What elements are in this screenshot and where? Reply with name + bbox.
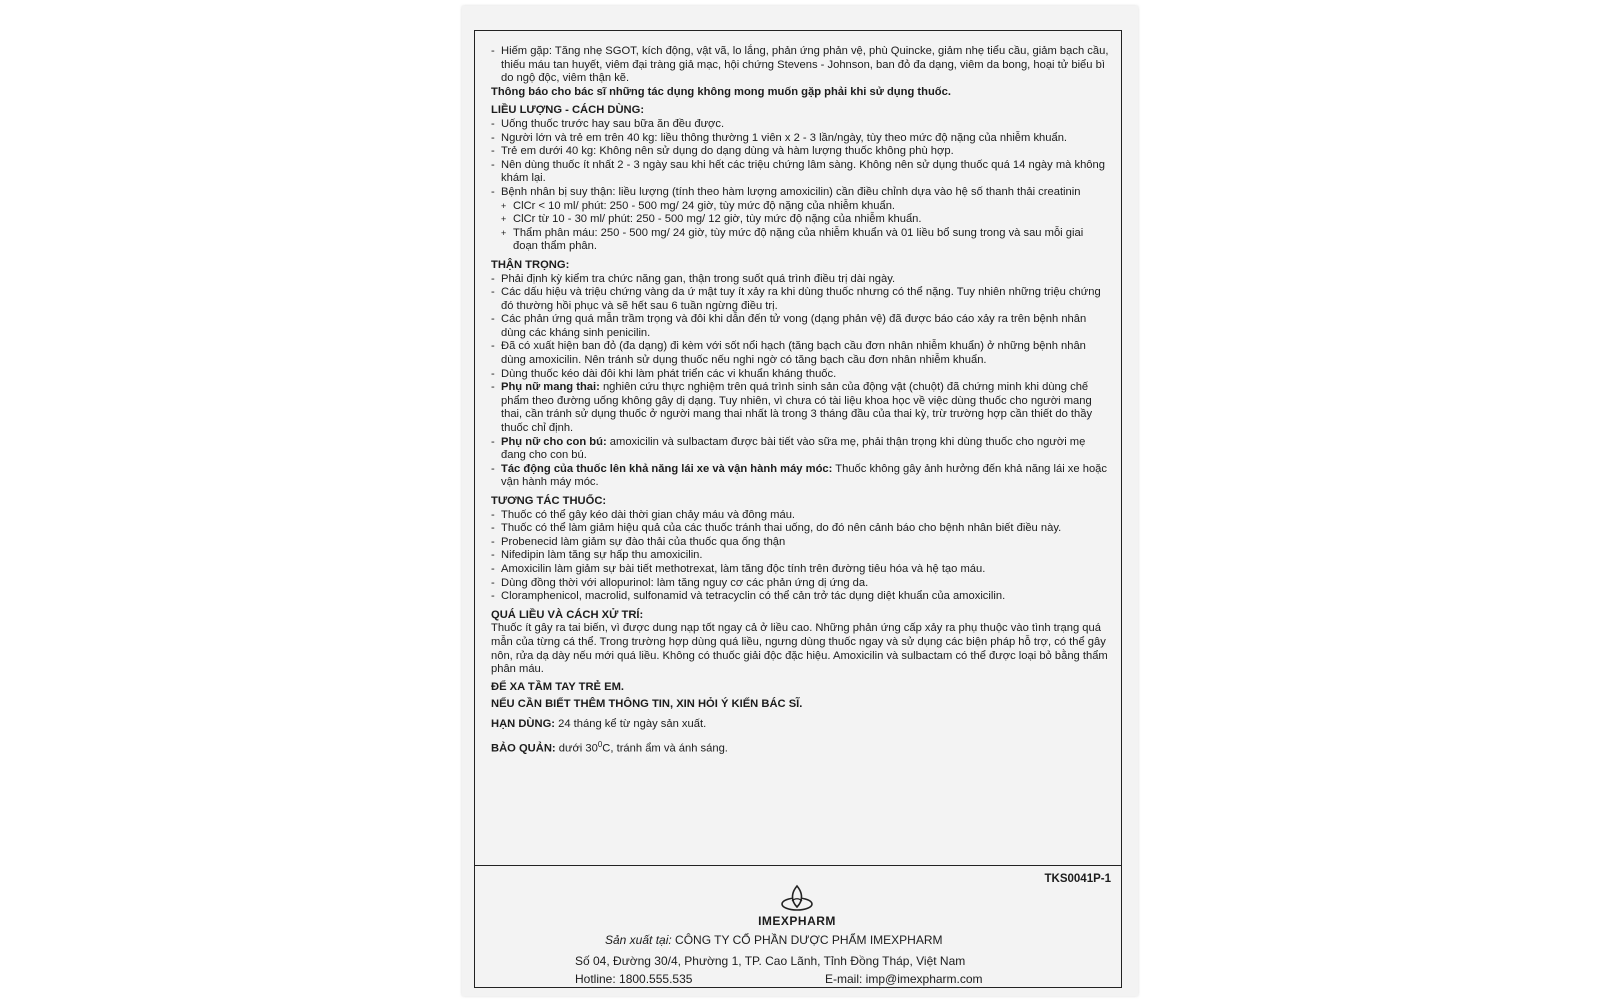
dosage-item: - Trẻ em dưới 40 kg: Không nên sử dụng do dạng dùng và hàm lượng thuốc không phù hợp. xyxy=(491,145,1111,159)
leaflet-content xyxy=(491,45,1111,756)
storage-label: BẢO QUẢN: xyxy=(491,742,556,755)
pregnancy-item xyxy=(491,381,1111,435)
lactation-item xyxy=(491,436,1111,463)
caution-item: - Các dấu hiệu và triệu chứng vàng da ứ mật tuy ít xảy ra khi dùng thuốc nhưng có thể nặng. Tuy nhiên những triệu chứng đó thường hồi phục và sẽ hết sau 6 tuần ngừng điều trị. xyxy=(491,286,1111,313)
shelf-life-text: 24 tháng kể từ ngày sản xuất. xyxy=(555,717,707,730)
dosage-item: - Nên dùng thuốc ít nhất 2 - 3 ngày sau khi hết các triệu chứng lâm sàng. Không nên sử dụng thuốc quá 14 ngày mà không khám lại. xyxy=(491,159,1111,186)
hotline: Hotline: 1800.555.535 xyxy=(575,972,693,986)
renal-dose-item: + Thẩm phân máu: 250 - 500 mg/ 24 giờ, tùy mức độ nặng của nhiễm khuẩn và 01 liều bổ sung trong và sau mỗi giai đoạn thẩm phân. xyxy=(491,227,1111,254)
overdose-text: Thuốc ít gây ra tai biến, vì được dung nạp tốt ngay cả ở liều cao. Những phản ứng cấp xảy ra phụ thuộc vào tình trạng quá mẫn của từng cá thể. Trong trường hợp dùng quá liều, ngưng dùng thuốc ngay và sử dụng các biện pháp hỗ trợ, có thể gây nôn, rửa dạ dày nếu mới quá liều. Không có thuốc giải độc đặc hiệu. Amoxicilin và sulbactam có thể được loại bỏ bằng thẩm phân máu. xyxy=(491,622,1108,676)
dosage-item: - Người lớn và trẻ em trên 40 kg: liều thông thường 1 viên x 2 - 3 lần/ngày, tùy theo mức độ nặng của nhiễm khuẩn. xyxy=(491,132,1111,146)
driving-item xyxy=(491,463,1111,490)
side-effects-list xyxy=(491,45,1111,86)
email: E-mail: imp@imexpharm.com xyxy=(825,972,983,986)
renal-dose-item: + ClCr từ 10 - 30 ml/ phút: 250 - 500 mg/ 12 giờ, tùy mức độ nặng của nhiễm khuẩn. xyxy=(491,213,1111,227)
interactions-heading: TƯƠNG TÁC THUỐC: xyxy=(491,495,607,507)
caution-item: - Phải định kỳ kiểm tra chức năng gan, thận trong suốt quá trình điều trị dài ngày. xyxy=(491,273,1111,287)
caution-heading: THẬN TRỌNG: xyxy=(491,258,570,271)
interaction-item: - Cloramphenicol, macrolid, sulfonamid và tetracyclin có thể cản trở tác dụng diệt khuẩn của amoxicilin. xyxy=(491,590,1111,604)
keep-away-warning: ĐỂ XA TẦM TAY TRẺ EM. xyxy=(491,680,625,693)
dosage-item: - Bệnh nhân bị suy thận: liều lượng (tính theo hàm lượng amoxicilin) cần điều chỉnh dựa vào hệ số thanh thải creatinin xyxy=(491,186,1111,200)
dosage-heading: LIỀU LƯỢNG - CÁCH DÙNG: xyxy=(491,104,645,117)
pregnancy-text: nghiên cứu thực nghiệm trên quá trình sinh sản của động vật (chuột) đã chứng minh khi dùng chế phẩm theo đường uống không gây dị dạng. Tuy nhiên, vì chưa có tài liệu khoa học về việc dùng thuốc cho người mang thai, cần tránh sử dụng thuốc ở người mang thai nhất là trong 3 tháng đầu của thai kỳ, trừ trường hợp cần thiết do thầy thuốc chỉ định. xyxy=(501,381,1093,435)
side-effects-rare: - Hiếm gặp: Tăng nhẹ SGOT, kích động, vật vã, lo lắng, phản ứng phản vệ, phù Quincke, giảm nhẹ tiểu cầu, giảm bạch cầu, thiếu máu tan huyết, viêm đại tràng giả mạc, hội chứng Stevens - Johnson, ban đỏ đa dạng, viêm da bong, hoại tử biểu bì do ngộ độc, viêm thận kẽ. xyxy=(491,45,1111,86)
company-logo xyxy=(757,883,837,928)
manufacturer-name: CÔNG TY CỔ PHẦN DƯỢC PHẨM IMEXPHARM xyxy=(671,933,943,947)
driving-label: Tác động của thuốc lên khả năng lái xe và vận hành máy móc: xyxy=(501,462,833,475)
report-notice: Thông báo cho bác sĩ những tác dụng không mong muốn gặp phải khi sử dụng thuốc. xyxy=(491,85,951,98)
caution-item: - Các phản ứng quá mẫn trầm trọng và đôi khi dẫn đến tử vong (dạng phản vệ) đã được báo cáo xảy ra trên bệnh nhân dùng các kháng sinh penicilin. xyxy=(491,313,1111,340)
interaction-item: - Amoxicilin làm giảm sự bài tiết methotrexat, làm tăng độc tính trên đường tiêu hóa và hệ tạo máu. xyxy=(491,563,1111,577)
caution-list xyxy=(491,273,1111,491)
interaction-item: - Probenecid làm giảm sự đào thải của thuốc qua ống thận xyxy=(491,536,1111,550)
interaction-item: - Thuốc có thể gây kéo dài thời gian chảy máu và đông máu. xyxy=(491,509,1111,523)
shelf-life xyxy=(491,718,1111,732)
document-code: TKS0041P-1 xyxy=(1044,873,1111,885)
company-address: Số 04, Đường 30/4, Phường 1, TP. Cao Lãnh, Tỉnh Đồng Tháp, Việt Nam xyxy=(575,954,966,968)
manufacturer-label: Sản xuất tại: xyxy=(605,933,672,947)
manufacturer xyxy=(605,933,943,947)
leaflet-sheet xyxy=(462,6,1138,996)
shelf-life-label: HẠN DÙNG: xyxy=(491,717,556,730)
storage xyxy=(491,738,1111,756)
leaflet-frame xyxy=(474,30,1122,988)
imexpharm-logo-icon xyxy=(780,883,814,913)
ask-doctor-warning: NẾU CẦN BIẾT THÊM THÔNG TIN, XIN HỎI Ý KIẾN BÁC SĨ. xyxy=(491,698,803,711)
storage-text-after: C, tránh ẩm và ánh sáng. xyxy=(602,742,728,755)
dosage-list xyxy=(491,118,1111,254)
interaction-item: - Nifedipin làm tăng sự hấp thu amoxicilin. xyxy=(491,549,1111,563)
dosage-item: - Uống thuốc trước hay sau bữa ăn đều được. xyxy=(491,118,1111,132)
overdose-heading: QUÁ LIỀU VÀ CÁCH XỬ TRÍ: xyxy=(491,608,644,621)
caution-item: - Đã có xuất hiện ban đỏ (đa dạng) đi kèm với sốt nổi hạch (tăng bạch cầu đơn nhân nhiễm khuẩn) ở những bệnh nhân dùng amoxicilin. Nên tránh sử dụng thuốc nếu nghi ngờ có tăng bạch cầu đơn nhân nhiễm khuẩn. xyxy=(491,340,1111,367)
renal-dose-item: + ClCr < 10 ml/ phút: 250 - 500 mg/ 24 giờ, tùy mức độ nặng của nhiễm khuẩn. xyxy=(491,200,1111,214)
pregnancy-label: Phụ nữ mang thai: xyxy=(501,381,600,394)
lactation-label: Phụ nữ cho con bú: xyxy=(501,435,607,448)
caution-item: - Dùng thuốc kéo dài đôi khi làm phát triển các vi khuẩn kháng thuốc. xyxy=(491,368,1111,382)
interaction-item: - Thuốc có thể làm giảm hiệu quả của các thuốc tránh thai uống, do đó nên cảnh báo cho bệnh nhân biết điều này. xyxy=(491,522,1111,536)
interactions-list xyxy=(491,509,1111,604)
storage-text-before: dưới 30 xyxy=(555,742,598,755)
driving-text: Thuốc không gây ảnh hưởng đến khả năng lái xe hoặc vận hành máy móc. xyxy=(501,462,1107,489)
storage-degree: 0 xyxy=(597,739,603,749)
footer-divider xyxy=(475,865,1121,866)
lactation-text: amoxicilin và sulbactam được bài tiết vào sữa mẹ, phải thận trọng khi dùng thuốc cho người mẹ đang cho con bú. xyxy=(501,435,1086,462)
logo-text: IMEXPHARM xyxy=(758,914,836,928)
interaction-item: - Dùng đồng thời với allopurinol: làm tăng nguy cơ các phản ứng dị ứng da. xyxy=(491,577,1111,591)
